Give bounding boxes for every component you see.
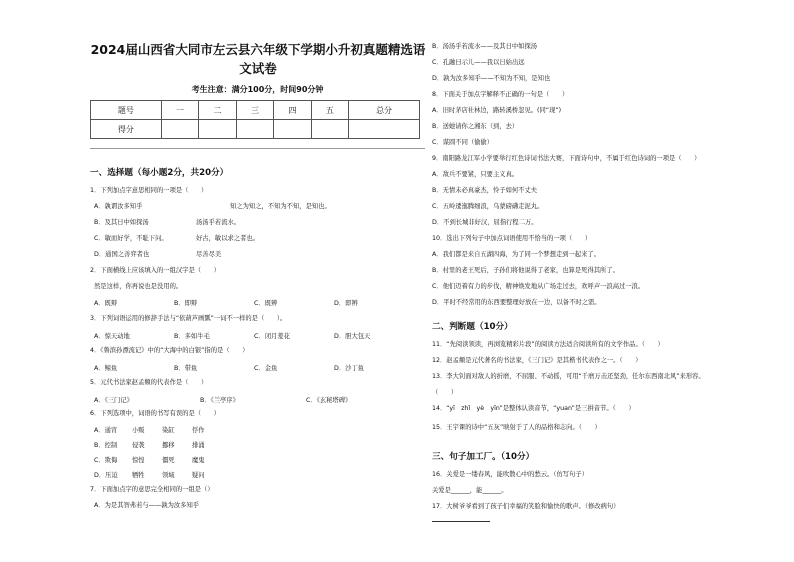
q6-d-1: D．压迫 (94, 472, 118, 479)
q1-text: 1．下列加点字意思相同的一项是（ ） (90, 187, 208, 194)
q16-fill-line[interactable]: 关爱是______，能______。 (432, 487, 508, 494)
notice: 考生注意：满分100分，时间90分钟 (191, 85, 324, 94)
q4-option-d[interactable]: D．沙丁鱼 (334, 365, 365, 372)
q8-option-c[interactable]: C．谋圆不同（偷偷） (432, 139, 494, 146)
q4-text: 4．《鲁滨孙漂流记》中的“大海中的白银”指的是（ ） (90, 347, 249, 354)
q7-option-a[interactable]: A．为是其智弗若与——孰为汝多知乎 (94, 502, 200, 509)
q1-option-a (94, 203, 142, 211)
q10-option-a[interactable]: A．我们都是来自五湖四海，为了同一个梦想走到一起来了。 (432, 251, 601, 258)
q6-d-3: 领域 (162, 472, 175, 479)
score-cell[interactable] (349, 120, 420, 139)
q4-option-b[interactable]: B．带鱼 (174, 365, 198, 372)
q6-a-4: 俘作 (192, 427, 205, 434)
q2-option-a[interactable]: A．既辩 (94, 300, 118, 307)
q6-d-2: 牺牲 (132, 472, 145, 479)
section3-heading: 三、句子加工厂。（10分） (432, 452, 535, 462)
q6-b-3: 挪移 (162, 442, 175, 449)
q12-text: 12．赵孟頫是元代著名的书法家，《三门记》是其楷书代表作之一。（ ） (432, 357, 642, 364)
score-header-cell: 一 (161, 101, 198, 120)
section2-heading: 二、判断题（10分） (432, 322, 513, 332)
q3-text: 3．下列词语运用的修辞手法与“依葫芦画瓢”一词不一样的是（ ）。 (90, 315, 287, 322)
q10-option-b[interactable]: B．村里的老王死后，子孙们将他说得了老家，也算是死得其所了。 (432, 267, 619, 274)
q6-c-3: 僵死 (162, 457, 175, 464)
q2-text: 2．下面横线上应该填入的一组汉字是（ ） (90, 267, 220, 274)
q4-option-c[interactable]: C．金鱼 (254, 365, 278, 372)
divider (90, 148, 425, 149)
q2-option-b[interactable]: B．即辩 (174, 300, 198, 307)
score-table-score-row (91, 120, 420, 139)
title-line-1: 2024届山西省大同市左云县六年级下学期小升初真题精选语 (90, 42, 426, 57)
q5-text: 5．元代书法家赵孟頫的代表作是（ ） (90, 379, 208, 386)
q6-b-1: B．控制 (94, 442, 118, 449)
q7-option-b[interactable]: B．汤汤乎若流水——及其日中如探汤 (432, 43, 538, 50)
score-table (90, 100, 420, 139)
q7-option-d[interactable]: D．孰为汝多知乎——不知为不知，是知也 (432, 75, 551, 82)
q10-text: 10．选出下列句子中加点词语使用不恰当的一项（ ） (432, 235, 592, 242)
exam-title (88, 40, 428, 78)
q2-sentence: 然是这样，你再说也是没用的。 (94, 283, 183, 290)
title-line-2: 文试卷 (239, 61, 277, 76)
q9-option-a[interactable]: A．敌兵不要紧，只要主义真。 (432, 171, 519, 178)
q1-option-d-right: 尽善尽美 (196, 251, 222, 258)
q1-option-b-right: 汤汤乎若流水。 (196, 219, 241, 226)
q10-option-d[interactable]: D．平时不经常用的东西要整理好放在一边，以备不时之需。 (432, 299, 601, 306)
score-cell[interactable] (311, 120, 348, 139)
score-cell[interactable] (199, 120, 236, 139)
q6-b-2: 侵袭 (132, 442, 145, 449)
q8-option-b[interactable]: B．送她请你之湘东（到，去） (432, 123, 519, 130)
q7-text: 7．下面加点字的意思完全相同的一组是（） (90, 486, 214, 493)
q16-text: 16．关爱是一缕春风，能吹散心中的愁云。（仿写句子） (432, 471, 588, 478)
q2-option-c[interactable]: C．既辨 (254, 300, 278, 307)
score-header-cell: 四 (274, 101, 311, 120)
q14-text: 14．“yī zhǐ yè yīn”是整体认读音节，“yuan”是三拼音节。（ ） (432, 405, 635, 412)
score-cell[interactable] (236, 120, 273, 139)
score-header-cell: 题号 (91, 101, 162, 120)
q11-text: 11．“先阅读领读，再浏览精彩片段”的阅读方法适合阅读所有的文学作品。（ ） (432, 341, 664, 348)
section1-heading: 一、选择题（每小题2分，共20分） (90, 168, 229, 178)
score-header-cell: 二 (199, 101, 236, 120)
q1-a-left: A．孰谓汝多知乎 (94, 203, 143, 210)
q7-option-c[interactable]: C．孔融曰示儿——我以日始出远 (432, 59, 525, 66)
score-cell[interactable] (161, 120, 198, 139)
q5-option-b[interactable]: B．《兰亭序》 (200, 397, 239, 404)
q6-c-4: 魔鬼 (192, 457, 205, 464)
q13-answer-blank[interactable]: （ ） (432, 389, 458, 396)
q5-option-c[interactable]: C．《玄秘塔碑》 (306, 397, 352, 404)
q3-option-a[interactable]: A．惊天动地 (94, 333, 130, 340)
q1-option-c-right: 好古，敏以求之者也。 (196, 235, 259, 242)
q17-answer-line[interactable] (432, 521, 490, 522)
q9-text: 9．南阳路龙江军小学要举行红色诗词书法大赛，下面诗句中，不属于红色诗词的一项是（ ） (432, 155, 701, 162)
score-header-cell: 五 (311, 101, 348, 120)
q13-text: 13．李大钊面对敌人的折磨，不屈服、不动摇，可用“千磨万击还坚劲，任尔东西南北风”来形容。 (432, 373, 705, 380)
q6-c-2: 惊惶 (132, 457, 145, 464)
q8-text: 8．下面关于加点字解释不正确的一句是（ ） (432, 91, 569, 98)
q9-option-c[interactable]: C．五岭逶迤腾细浪，乌蒙磅礴走泥丸。 (432, 203, 544, 210)
q9-option-d[interactable]: D．不到长城非好汉，屈指行程二万。 (432, 219, 538, 226)
q6-text: 6．下列选项中，词语的书写有误的是（ ） (90, 410, 220, 417)
q17-text: 17．大树爷爷看到了孩子们幸福的笑脸和愉快的歌声。（修改病句） (432, 503, 620, 510)
score-row-label: 得分 (91, 120, 162, 139)
q1-option-a-right: 知之为知之，不知为不知，是知也。 (230, 203, 331, 210)
q6-a-3: 染缸 (162, 427, 175, 434)
q5-option-a[interactable]: A．《三门记》 (94, 397, 133, 404)
q1-option-c: C．敏而好学，不耻下问。 (94, 235, 168, 242)
q3-option-b[interactable]: B．多如牛毛 (174, 333, 210, 340)
score-header-cell: 三 (236, 101, 273, 120)
q3-option-c[interactable]: C．闭月羞花 (254, 333, 290, 340)
q6-b-4: 排涌 (192, 442, 205, 449)
q6-a-1: A．通宵 (94, 427, 118, 434)
q4-option-a[interactable]: A．鲸鱼 (94, 365, 118, 372)
q10-option-c[interactable]: C．他们迈着有力的步伐，精神焕发地从广场走过去，欢呼声一浪高过一浪。 (432, 283, 645, 290)
q6-d-4: 疑问 (192, 472, 205, 479)
q9-option-b[interactable]: B．无情未必真豪杰，怜子如何不丈夫 (432, 187, 538, 194)
score-table-header-row (91, 101, 420, 120)
q2-option-d[interactable]: D．即辨 (334, 300, 358, 307)
score-cell[interactable] (274, 120, 311, 139)
q6-c-1: C．欺侮 (94, 457, 118, 464)
q3-option-d[interactable]: D．胆大包天 (334, 333, 371, 340)
q8-option-a[interactable]: A．旧时茅店社林边，路转溪桥忽见。(同“现”) (432, 107, 562, 114)
q6-a-2: 小贩 (132, 427, 145, 434)
q1-option-d: D．通国之善弈者也 (94, 251, 150, 258)
q15-text: 15．王宇课的诗中“五灰”映射于了人的品格和志向。（ ） (432, 424, 601, 431)
score-header-cell: 总分 (349, 101, 420, 120)
q1-option-b: B．及其日中如探汤 (94, 219, 149, 226)
